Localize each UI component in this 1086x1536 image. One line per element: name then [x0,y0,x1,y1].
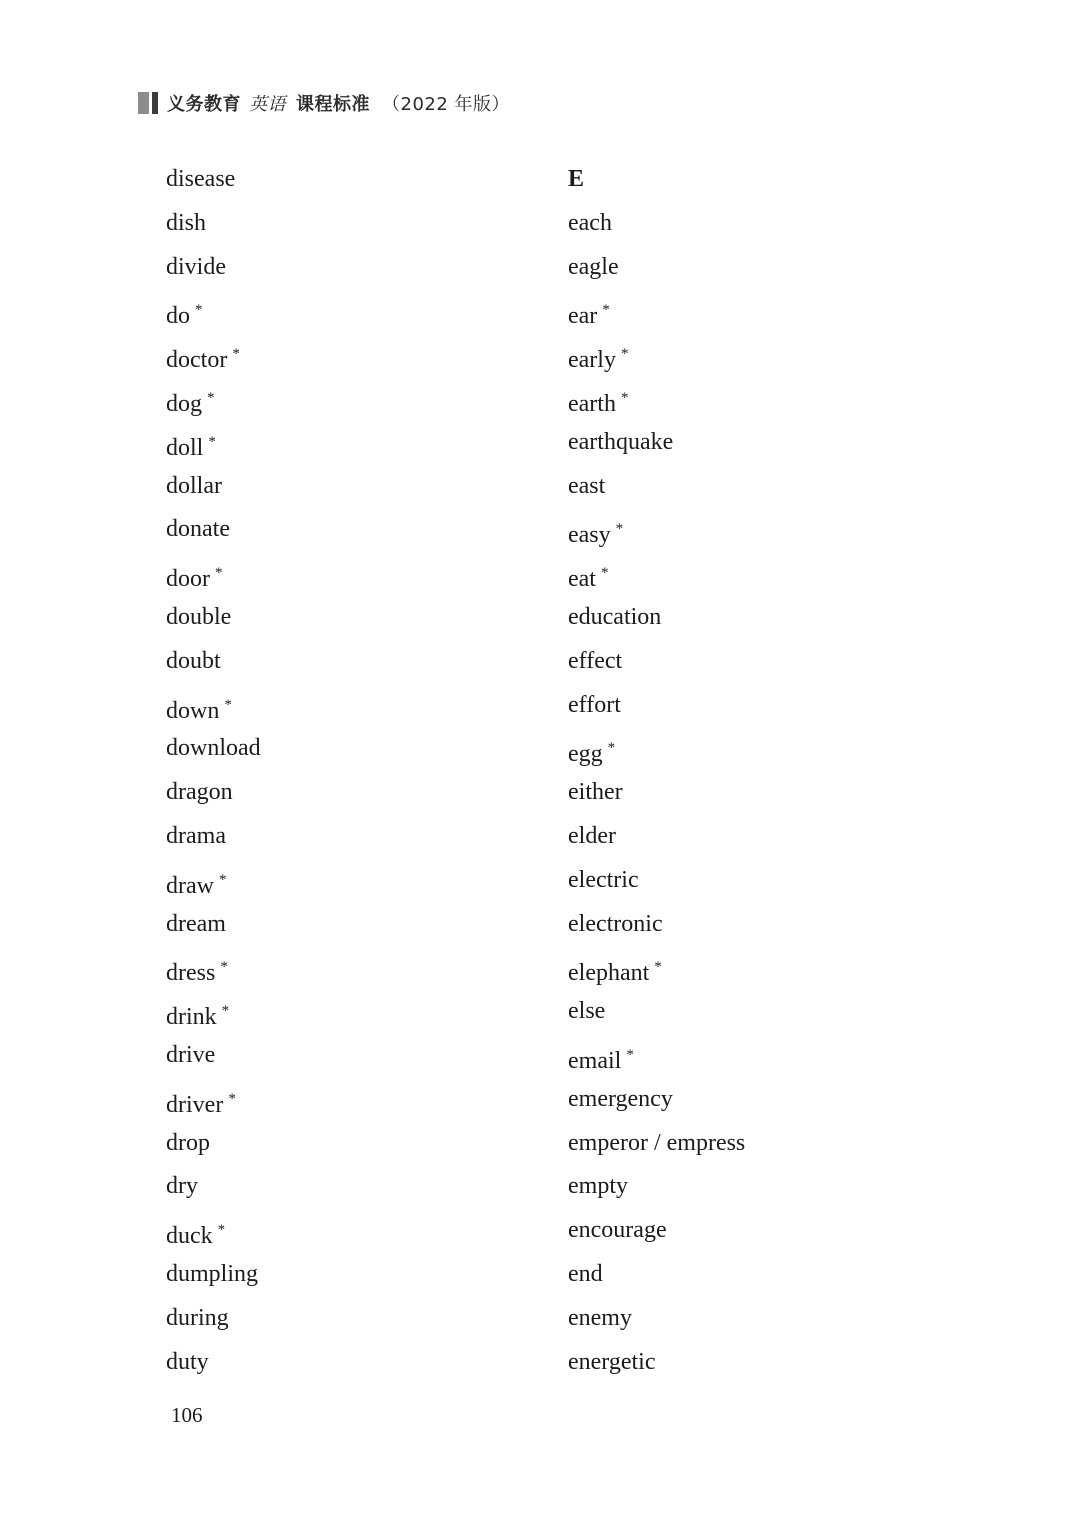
star-mark: * [220,959,228,976]
word-entry [568,1082,745,1126]
word-text: early [568,347,616,374]
word-entry [166,556,261,600]
word-entry [166,688,261,732]
word-entry [568,907,745,951]
star-mark: * [602,302,610,319]
star-mark: * [600,565,609,582]
word-text: electric [568,866,639,893]
word-text: electronic [568,910,663,937]
word-entry [166,250,261,294]
word-text: during [166,1304,229,1331]
header-title-text: 课程标准 [296,94,370,115]
word-entry [166,337,261,381]
word-text: encourage [568,1217,667,1244]
word-text: duty [166,1348,209,1375]
word-entry [166,1126,261,1170]
word-entry [568,1126,745,1170]
word-text: ear [568,303,598,330]
word-entry [166,206,261,250]
word-entry [166,1257,261,1301]
word-entry [166,162,261,206]
star-mark: * [615,521,624,538]
word-text: donate [166,516,230,543]
word-entry [166,644,261,688]
word-entry [568,688,745,732]
word-text: duck [166,1223,213,1250]
word-entry [166,907,261,951]
word-entry [568,250,745,294]
word-entry [166,1169,261,1213]
word-entry [568,425,745,469]
word-text: either [568,779,623,806]
word-entry [568,819,745,863]
word-entry [166,600,261,644]
word-text: drama [166,822,226,849]
word-text: empty [568,1173,628,1200]
word-entry [568,994,745,1038]
word-text: do [166,303,190,330]
word-text: earthquake [568,428,674,455]
word-text: earth [568,390,616,417]
word-text: elder [568,822,616,849]
word-entry [568,469,745,513]
star-mark: * [607,740,616,757]
word-text: email [568,1047,622,1074]
word-entry [166,1038,261,1082]
star-mark: * [208,433,216,450]
word-text: E [568,166,585,192]
word-text: download [166,735,261,762]
word-text: eat [568,566,596,593]
star-mark: * [228,1090,236,1107]
word-text: effect [568,647,623,674]
word-entry [568,1345,745,1389]
word-text: emperor / empress [568,1129,746,1156]
word-entry [166,1082,261,1126]
word-text: egg [568,741,603,768]
word-entry [166,512,261,556]
star-mark: * [620,389,629,406]
star-mark: * [620,346,629,363]
word-entry [166,293,261,337]
word-text: east [568,472,606,499]
word-text: down [166,697,220,724]
star-mark: * [224,696,232,713]
word-entry [568,950,745,994]
word-text: doctor [166,347,228,374]
word-text: drink [166,1004,217,1031]
word-text: easy [568,522,611,549]
word-text: divide [166,253,226,280]
word-entry [568,1213,745,1257]
page-number: 106 [171,1403,203,1427]
word-text: energetic [568,1348,656,1375]
star-mark: * [654,959,662,976]
word-text: dish [166,209,207,236]
word-text: disease [166,166,236,192]
word-entry [166,994,261,1038]
word-entry [568,206,745,250]
word-entry [568,775,745,819]
word-entry [166,469,261,513]
header-prefix: 义务教育 [167,94,241,115]
word-entry [166,775,261,819]
word-entry [568,293,745,337]
word-entry [166,1301,261,1345]
word-entry [568,337,745,381]
word-entry [166,819,261,863]
letter-heading [568,162,745,206]
word-entry [568,1038,745,1082]
word-text: drop [166,1129,210,1156]
word-entry [568,644,745,688]
word-entry [166,425,261,469]
word-entry [568,556,745,600]
word-entry [166,731,261,775]
word-text: dollar [166,472,222,499]
word-text: dry [166,1173,198,1200]
word-text: dumpling [166,1260,259,1287]
word-text: end [568,1260,603,1287]
star-mark: * [207,389,215,406]
word-entry [568,1169,745,1213]
running-header [138,90,510,116]
word-text: else [568,998,606,1025]
word-text: dress [166,960,216,987]
word-text: dog [166,390,202,417]
word-entry [166,950,261,994]
star-mark: * [221,1003,230,1020]
word-entry [166,381,261,425]
star-mark: * [215,565,223,582]
word-entry [166,1345,261,1389]
word-text: dream [166,910,226,937]
word-text: education [568,603,662,630]
star-mark: * [195,302,203,319]
word-text: double [166,603,232,630]
star-mark: * [218,871,227,888]
word-entry [166,863,261,907]
word-list-right [568,162,745,1388]
word-entry [568,1257,745,1301]
word-text: effort [568,691,621,718]
header-edition: （2022 年版） [382,94,511,115]
word-text: enemy [568,1304,632,1331]
word-entry [568,863,745,907]
word-text: doll [166,434,204,461]
header-bar-wide [138,92,149,114]
word-text: driver [166,1091,224,1118]
word-entry [166,1213,261,1257]
header-subject: 英语 [249,94,286,115]
word-entry [568,1301,745,1345]
word-entry [568,600,745,644]
word-text: draw [166,872,214,899]
word-text: each [568,209,612,236]
word-text: door [166,566,210,593]
word-text: doubt [166,647,221,674]
header-title [167,90,510,116]
word-entry [568,512,745,556]
header-bars-icon [138,92,158,114]
word-text: eagle [568,253,619,280]
word-entry [568,731,745,775]
word-list-left [166,162,261,1388]
star-mark: * [232,346,240,363]
word-text: elephant [568,960,650,987]
header-bar-narrow [152,92,158,114]
star-mark: * [217,1222,226,1239]
word-text: drive [166,1041,216,1068]
word-text: emergency [568,1085,673,1112]
star-mark: * [626,1046,634,1063]
word-entry [568,381,745,425]
word-text: dragon [166,779,233,806]
